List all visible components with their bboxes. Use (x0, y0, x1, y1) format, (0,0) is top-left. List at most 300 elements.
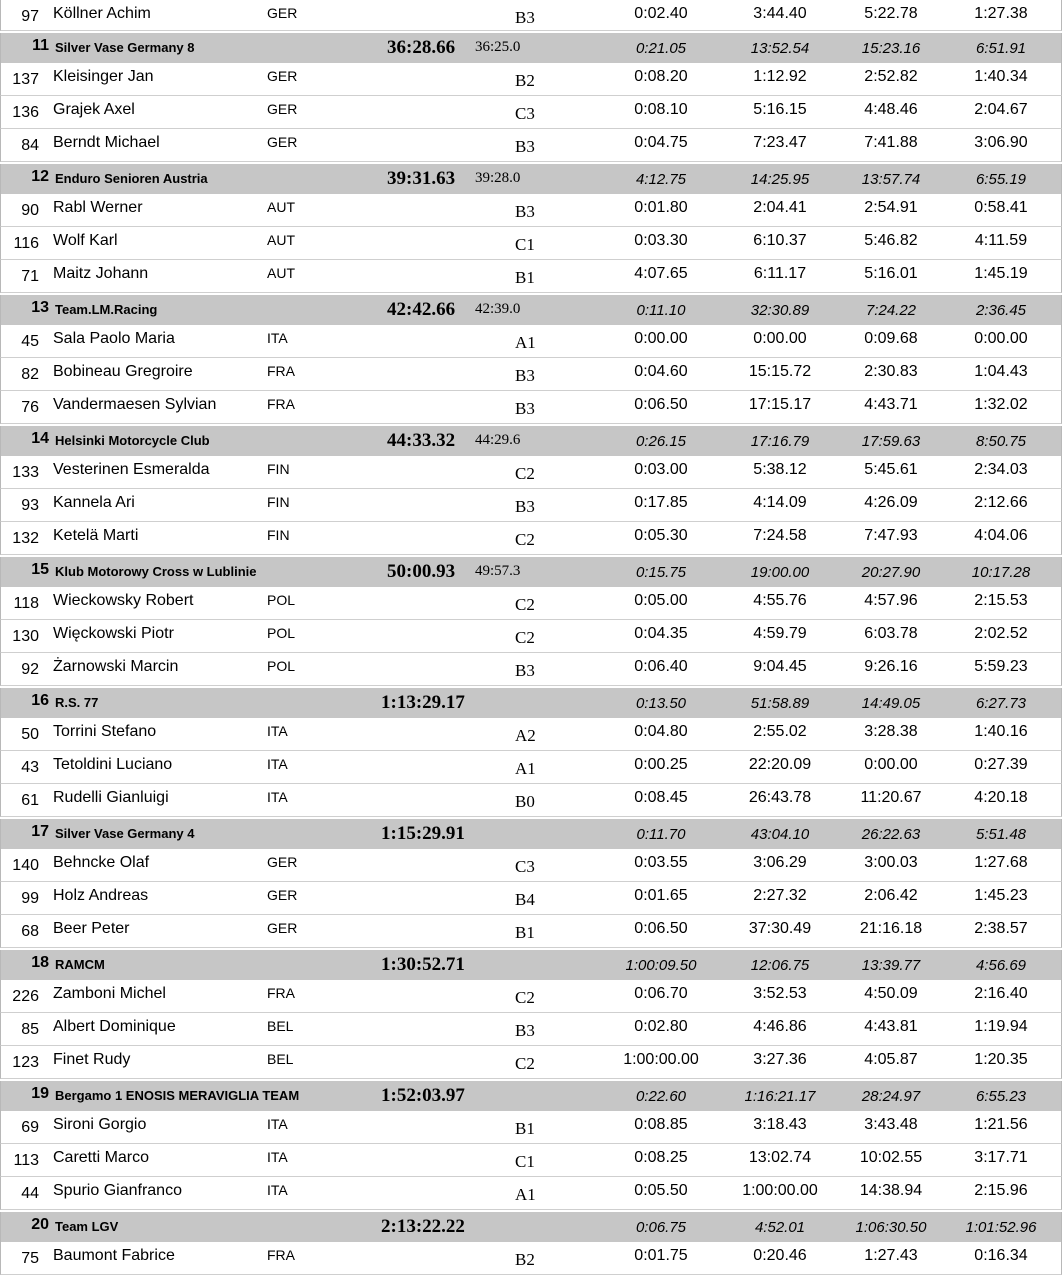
team-split-4: 6:55.19 (975, 171, 1027, 188)
rider-time-3: 11:20.67 (860, 789, 922, 806)
rider-time-4: 2:34.03 (974, 461, 1028, 478)
rider-number: 82 (21, 366, 39, 383)
rider-time-4: 2:16.40 (974, 985, 1028, 1002)
team-split-3: 7:24.22 (865, 302, 917, 319)
rider-class: B1 (515, 1119, 535, 1138)
rider-time-4: 2:12.66 (974, 494, 1028, 511)
rider-name: Żarnowski Marcin (53, 658, 179, 675)
team-split-1: 0:06.75 (635, 1219, 687, 1236)
rider-class: B3 (515, 661, 535, 680)
team-rounded-time: 44:29.6 (475, 432, 521, 448)
team-split-1: 0:15.75 (635, 564, 687, 581)
rider-time-2: 15:15.72 (748, 363, 812, 380)
rider-class: B3 (515, 1021, 535, 1040)
rider-nationality: GER (267, 854, 298, 870)
rider-number: 118 (13, 595, 39, 612)
rider-time-3: 3:28.38 (864, 723, 918, 740)
rider-nationality: FIN (267, 461, 290, 477)
rider-name: Vesterinen Esmeralda (53, 461, 210, 478)
rider-time-3: 4:05.87 (864, 1051, 918, 1068)
rider-time-2: 5:16.15 (753, 101, 807, 118)
rider-number: 50 (21, 726, 39, 743)
rider-name: Beer Peter (53, 920, 130, 937)
rider-time-2: 1:12.92 (753, 68, 807, 85)
rider-time-1: 0:01.65 (634, 887, 688, 904)
rider-number: 116 (13, 235, 39, 252)
rider-number: 61 (21, 792, 39, 809)
team-split-2: 4:52.01 (754, 1219, 806, 1236)
rider-time-3: 3:00.03 (864, 854, 918, 871)
team-rank: 12 (31, 168, 49, 185)
rider-class: C3 (515, 857, 535, 876)
team-row (0, 33, 1062, 63)
team-name: Team.LM.Racing (55, 302, 158, 317)
rider-number: 92 (21, 661, 39, 678)
rider-number: 76 (21, 399, 39, 416)
team-rounded-time: 36:25.0 (475, 39, 521, 55)
rider-time-4: 1:40.16 (974, 723, 1028, 740)
rider-nationality: ITA (267, 756, 288, 772)
rider-name: Bobineau Gregroire (53, 363, 193, 380)
rider-name: Sironi Gorgio (53, 1116, 147, 1133)
rider-time-1: 0:04.60 (634, 363, 688, 380)
rider-name: Torrini Stefano (53, 723, 157, 740)
team-split-2: 1:16:21.17 (744, 1088, 816, 1105)
rider-time-3: 4:43.71 (864, 396, 918, 413)
rider-time-4: 1:27.38 (974, 5, 1028, 22)
rider-nationality: ITA (267, 789, 288, 805)
rider-row (0, 1111, 1062, 1144)
rider-time-3: 4:26.09 (864, 494, 918, 511)
rider-number: 137 (12, 71, 39, 88)
team-total-time: 1:15:29.91 (381, 823, 465, 844)
team-split-4: 1:01:52.96 (965, 1219, 1037, 1236)
team-split-1: 0:21.05 (635, 40, 687, 57)
team-split-1: 0:22.60 (635, 1088, 687, 1105)
rider-row (0, 0, 1062, 31)
rider-time-3: 0:09.68 (864, 330, 918, 347)
rider-number: 45 (21, 333, 39, 350)
rider-time-2: 4:14.09 (753, 494, 807, 511)
rider-time-2: 9:04.45 (753, 658, 807, 675)
rider-time-2: 7:24.58 (753, 527, 807, 544)
team-split-1: 0:11.70 (636, 826, 686, 843)
team-name: Bergamo 1 ENOSIS MERAVIGLIA TEAM (55, 1088, 300, 1103)
rider-time-4: 2:04.67 (974, 101, 1028, 118)
team-row (0, 557, 1062, 587)
rider-number: 75 (21, 1250, 39, 1267)
rider-nationality: AUT (267, 232, 295, 248)
rider-class: A1 (515, 759, 536, 778)
rider-nationality: GER (267, 887, 298, 903)
rider-time-1: 0:05.00 (634, 592, 688, 609)
team-split-4: 6:55.23 (975, 1088, 1027, 1105)
rider-nationality: FRA (267, 985, 295, 1001)
rider-name: Berndt Michael (53, 134, 160, 151)
rider-nationality: ITA (267, 330, 288, 346)
rider-class: B3 (515, 137, 535, 156)
rider-time-3: 2:30.83 (864, 363, 918, 380)
team-row (0, 295, 1062, 325)
rider-row (0, 882, 1062, 915)
rider-time-1: 0:02.40 (634, 5, 688, 22)
rider-time-2: 17:15.17 (748, 396, 812, 413)
rider-time-3: 2:06.42 (864, 887, 918, 904)
rider-nationality: POL (267, 658, 296, 674)
rider-nationality: ITA (267, 1116, 288, 1132)
team-split-2: 43:04.10 (750, 826, 810, 843)
team-row (0, 1212, 1062, 1242)
rider-time-4: 5:59.23 (974, 658, 1028, 675)
rider-row (0, 653, 1062, 686)
rider-class: C2 (515, 595, 535, 614)
rider-row (0, 784, 1062, 817)
rider-row (0, 1144, 1062, 1177)
rider-row (0, 358, 1062, 391)
rider-number: 84 (21, 137, 39, 154)
team-split-3: 1:06:30.50 (855, 1219, 927, 1236)
rider-row (0, 980, 1062, 1013)
team-split-2: 13:52.54 (750, 40, 810, 57)
rider-time-3: 5:16.01 (864, 265, 918, 282)
team-split-2: 19:00.00 (750, 564, 810, 581)
team-name: RAMCM (55, 957, 105, 972)
rider-class: B3 (515, 8, 535, 27)
rider-class: B2 (515, 1250, 535, 1269)
rider-row (0, 587, 1062, 620)
rider-nationality: BEL (267, 1018, 294, 1034)
team-split-1: 4:12.75 (635, 171, 687, 188)
rider-nationality: ITA (267, 1149, 288, 1165)
rider-name: Holz Andreas (53, 887, 149, 904)
rider-name: Ketelä Marti (53, 527, 139, 544)
team-rounded-time: 49:57.3 (475, 563, 521, 579)
rider-class: C2 (515, 530, 535, 549)
rider-time-1: 0:03.00 (634, 461, 688, 478)
rider-time-3: 3:43.48 (864, 1116, 918, 1133)
team-row (0, 1081, 1062, 1111)
rider-class: C1 (515, 235, 535, 254)
team-split-4: 8:50.75 (975, 433, 1027, 450)
rider-nationality: AUT (267, 199, 295, 215)
rider-row (0, 325, 1062, 358)
rider-time-3: 5:45.61 (864, 461, 918, 478)
rider-class: C2 (515, 988, 535, 1007)
rider-time-4: 3:06.90 (974, 134, 1028, 151)
rider-number: 71 (21, 268, 39, 285)
rider-time-3: 14:38.94 (859, 1182, 923, 1199)
rider-time-3: 6:03.78 (864, 625, 918, 642)
team-rounded-time: 42:39.0 (475, 301, 521, 317)
team-total-time: 1:52:03.97 (381, 1085, 465, 1106)
rider-time-3: 0:00.00 (864, 756, 918, 773)
rider-class: B2 (515, 71, 535, 90)
rider-name: Wieckowsky Robert (53, 592, 194, 609)
rider-row (0, 1013, 1062, 1046)
rider-time-2: 0:00.00 (753, 330, 807, 347)
rider-number: 43 (21, 759, 39, 776)
team-row (0, 426, 1062, 456)
rider-time-1: 0:01.75 (634, 1247, 688, 1264)
rider-class: B3 (515, 497, 535, 516)
rider-time-1: 0:01.80 (634, 199, 688, 216)
rider-time-2: 3:44.40 (753, 5, 807, 22)
rider-class: B4 (515, 890, 535, 909)
rider-name: Grajek Axel (53, 101, 135, 118)
rider-class: A1 (515, 1185, 536, 1204)
rider-time-3: 1:27.43 (864, 1247, 918, 1264)
team-split-1: 1:00:09.50 (625, 957, 697, 974)
rider-nationality: GER (267, 5, 298, 21)
team-total-time: 2:13:22.22 (381, 1216, 465, 1237)
rider-number: 113 (13, 1152, 39, 1169)
team-total-time: 44:33.32 (387, 430, 456, 451)
team-split-4: 6:51.91 (975, 40, 1027, 57)
team-split-1: 0:13.50 (635, 695, 687, 712)
rider-class: B3 (515, 202, 535, 221)
team-rank: 20 (31, 1216, 49, 1233)
rider-number: 130 (12, 628, 39, 645)
rider-time-3: 4:48.46 (864, 101, 918, 118)
rider-time-1: 0:03.30 (634, 232, 688, 249)
team-split-2: 32:30.89 (750, 302, 810, 319)
rider-nationality: FRA (267, 1247, 295, 1263)
rider-class: C2 (515, 1054, 535, 1073)
rider-time-1: 0:08.20 (634, 68, 688, 85)
rider-row (0, 915, 1062, 948)
rider-name: Caretti Marco (53, 1149, 150, 1166)
team-split-2: 17:16.79 (750, 433, 810, 450)
team-split-4: 4:56.69 (975, 957, 1027, 974)
rider-number: 93 (21, 497, 39, 514)
team-total-time: 1:13:29.17 (381, 692, 465, 713)
rider-nationality: FIN (267, 527, 290, 543)
team-rank: 16 (31, 692, 49, 709)
rider-name: Zamboni Michel (53, 985, 166, 1002)
rider-time-1: 0:02.80 (634, 1018, 688, 1035)
rider-name: Kleisinger Jan (53, 68, 154, 85)
rider-class: C1 (515, 1152, 535, 1171)
rider-nationality: AUT (267, 265, 295, 281)
rider-time-4: 2:15.53 (974, 592, 1028, 609)
rider-name: Maitz Johann (53, 265, 149, 282)
rider-time-4: 1:45.23 (974, 887, 1028, 904)
rider-name: Więckowski Piotr (53, 625, 174, 642)
team-split-4: 10:17.28 (971, 564, 1031, 581)
rider-class: B1 (515, 923, 535, 942)
rider-number: 132 (12, 530, 39, 547)
rider-time-3: 4:43.81 (864, 1018, 918, 1035)
rider-time-1: 0:00.25 (634, 756, 688, 773)
team-split-3: 13:57.74 (861, 171, 921, 188)
rider-number: 68 (21, 923, 39, 940)
rider-time-3: 7:41.88 (864, 134, 918, 151)
rider-nationality: GER (267, 101, 298, 117)
team-rank: 15 (31, 561, 49, 578)
rider-row (0, 1242, 1062, 1275)
rider-time-3: 2:54.91 (864, 199, 918, 216)
rider-time-1: 0:08.85 (634, 1116, 688, 1133)
rider-time-2: 4:59.79 (753, 625, 807, 642)
rider-number: 123 (12, 1054, 39, 1071)
rider-time-1: 0:06.40 (634, 658, 688, 675)
team-split-3: 28:24.97 (861, 1088, 921, 1105)
rider-time-1: 0:08.10 (634, 101, 688, 118)
team-name: Helsinki Motorcycle Club (55, 433, 210, 448)
rider-time-2: 4:46.86 (753, 1018, 807, 1035)
rider-time-1: 0:03.55 (634, 854, 688, 871)
rider-time-2: 1:00:00.00 (742, 1182, 818, 1199)
team-split-4: 2:36.45 (975, 302, 1027, 319)
rider-nationality: FRA (267, 363, 295, 379)
rider-time-1: 0:06.50 (634, 920, 688, 937)
rider-time-3: 5:46.82 (864, 232, 918, 249)
rider-number: 85 (21, 1021, 39, 1038)
rider-name: Finet Rudy (53, 1051, 131, 1068)
team-rank: 14 (31, 430, 49, 447)
team-split-2: 51:58.89 (750, 695, 810, 712)
team-total-time: 42:42.66 (387, 299, 456, 320)
rider-row (0, 751, 1062, 784)
team-name: Klub Motorowy Cross w Lublinie (55, 564, 257, 579)
rider-time-1: 0:08.45 (634, 789, 688, 806)
team-name: Silver Vase Germany 8 (55, 40, 195, 55)
rider-number: 90 (21, 202, 39, 219)
rider-number: 140 (12, 857, 39, 874)
team-row (0, 950, 1062, 980)
rider-time-1: 1:00:00.00 (623, 1051, 699, 1068)
rider-name: Wolf Karl (53, 232, 118, 249)
rider-time-4: 4:20.18 (974, 789, 1028, 806)
team-split-4: 6:27.73 (975, 695, 1027, 712)
rider-time-4: 4:11.59 (974, 232, 1028, 249)
team-rank: 18 (31, 954, 49, 971)
rider-time-2: 6:10.37 (753, 232, 807, 249)
rider-class: C2 (515, 628, 535, 647)
rider-time-4: 1:27.68 (974, 854, 1028, 871)
rider-nationality: ITA (267, 723, 288, 739)
rider-time-4: 2:38.57 (974, 920, 1028, 937)
rider-time-2: 2:55.02 (753, 723, 807, 740)
team-name: R.S. 77 (55, 695, 99, 710)
rider-time-1: 0:06.50 (634, 396, 688, 413)
rider-time-4: 1:20.35 (974, 1051, 1028, 1068)
rider-number: 44 (21, 1185, 39, 1202)
team-rank: 17 (31, 823, 49, 840)
team-split-1: 0:26.15 (635, 433, 687, 450)
rider-nationality: BEL (267, 1051, 294, 1067)
rider-row (0, 1046, 1062, 1079)
rider-class: A1 (515, 333, 536, 352)
rider-name: Behncke Olaf (53, 854, 150, 871)
rider-class: B1 (515, 268, 535, 287)
rider-number: 69 (21, 1119, 39, 1136)
rider-time-2: 37:30.49 (748, 920, 812, 937)
rider-name: Vandermaesen Sylvian (53, 396, 217, 413)
rider-time-4: 2:15.96 (974, 1182, 1028, 1199)
team-split-3: 26:22.63 (861, 826, 921, 843)
rider-time-3: 4:57.96 (864, 592, 918, 609)
rider-time-2: 2:27.32 (753, 887, 807, 904)
rider-time-4: 1:04.43 (974, 363, 1028, 380)
team-rank: 11 (32, 37, 49, 54)
rider-number: 136 (12, 104, 39, 121)
rider-class: C3 (515, 104, 535, 123)
team-split-2: 12:06.75 (750, 957, 810, 974)
rider-row (0, 96, 1062, 129)
rider-time-4: 0:58.41 (974, 199, 1028, 216)
rider-time-2: 3:52.53 (753, 985, 807, 1002)
rider-time-3: 10:02.55 (859, 1149, 923, 1166)
team-rank: 13 (31, 299, 49, 316)
rider-nationality: POL (267, 592, 296, 608)
rider-time-4: 1:45.19 (974, 265, 1028, 282)
rider-time-4: 0:27.39 (974, 756, 1028, 773)
team-split-3: 13:39.77 (861, 957, 921, 974)
rider-name: Spurio Gianfranco (53, 1182, 182, 1199)
rider-number: 97 (21, 8, 39, 25)
rider-row (0, 63, 1062, 96)
rider-nationality: GER (267, 68, 298, 84)
rider-time-4: 2:02.52 (974, 625, 1028, 642)
rider-class: C2 (515, 464, 535, 483)
rider-time-4: 1:40.34 (974, 68, 1028, 85)
rider-number: 99 (21, 890, 39, 907)
rider-nationality: ITA (267, 1182, 288, 1198)
rider-time-4: 0:16.34 (974, 1247, 1028, 1264)
team-split-3: 17:59.63 (861, 433, 921, 450)
rider-time-1: 0:05.30 (634, 527, 688, 544)
team-split-3: 20:27.90 (861, 564, 921, 581)
rider-row (0, 194, 1062, 227)
rider-class: B0 (515, 792, 535, 811)
rider-time-2: 0:20.46 (753, 1247, 807, 1264)
rider-time-2: 22:20.09 (748, 756, 812, 773)
team-row (0, 819, 1062, 849)
team-split-2: 14:25.95 (750, 171, 810, 188)
rider-name: Baumont Fabrice (53, 1247, 175, 1264)
rider-time-2: 3:27.36 (753, 1051, 807, 1068)
rider-time-4: 3:17.71 (974, 1149, 1028, 1166)
team-split-4: 5:51.48 (975, 826, 1027, 843)
rider-time-1: 0:00.00 (634, 330, 688, 347)
rider-class: B3 (515, 366, 535, 385)
rider-row (0, 260, 1062, 293)
rider-name: Rabl Werner (53, 199, 143, 216)
rider-time-3: 2:52.82 (864, 68, 918, 85)
rider-time-4: 1:32.02 (974, 396, 1028, 413)
team-row (0, 164, 1062, 194)
team-split-1: 0:11.10 (636, 302, 686, 319)
rider-time-4: 1:21.56 (974, 1116, 1028, 1133)
rider-time-3: 5:22.78 (864, 5, 918, 22)
rider-number: 133 (12, 464, 39, 481)
rider-class: A2 (515, 726, 536, 745)
team-row (0, 688, 1062, 718)
rider-time-2: 13:02.74 (748, 1149, 812, 1166)
rider-time-2: 7:23.47 (753, 134, 807, 151)
rider-row (0, 522, 1062, 555)
team-total-time: 50:00.93 (387, 561, 456, 582)
rider-nationality: POL (267, 625, 296, 641)
rider-name: Köllner Achim (53, 5, 151, 22)
rider-name: Sala Paolo Maria (53, 330, 175, 347)
rider-class: B3 (515, 399, 535, 418)
rider-time-1: 0:08.25 (634, 1149, 688, 1166)
rider-time-1: 0:05.50 (634, 1182, 688, 1199)
team-rank: 19 (31, 1085, 49, 1102)
rider-time-1: 0:06.70 (634, 985, 688, 1002)
